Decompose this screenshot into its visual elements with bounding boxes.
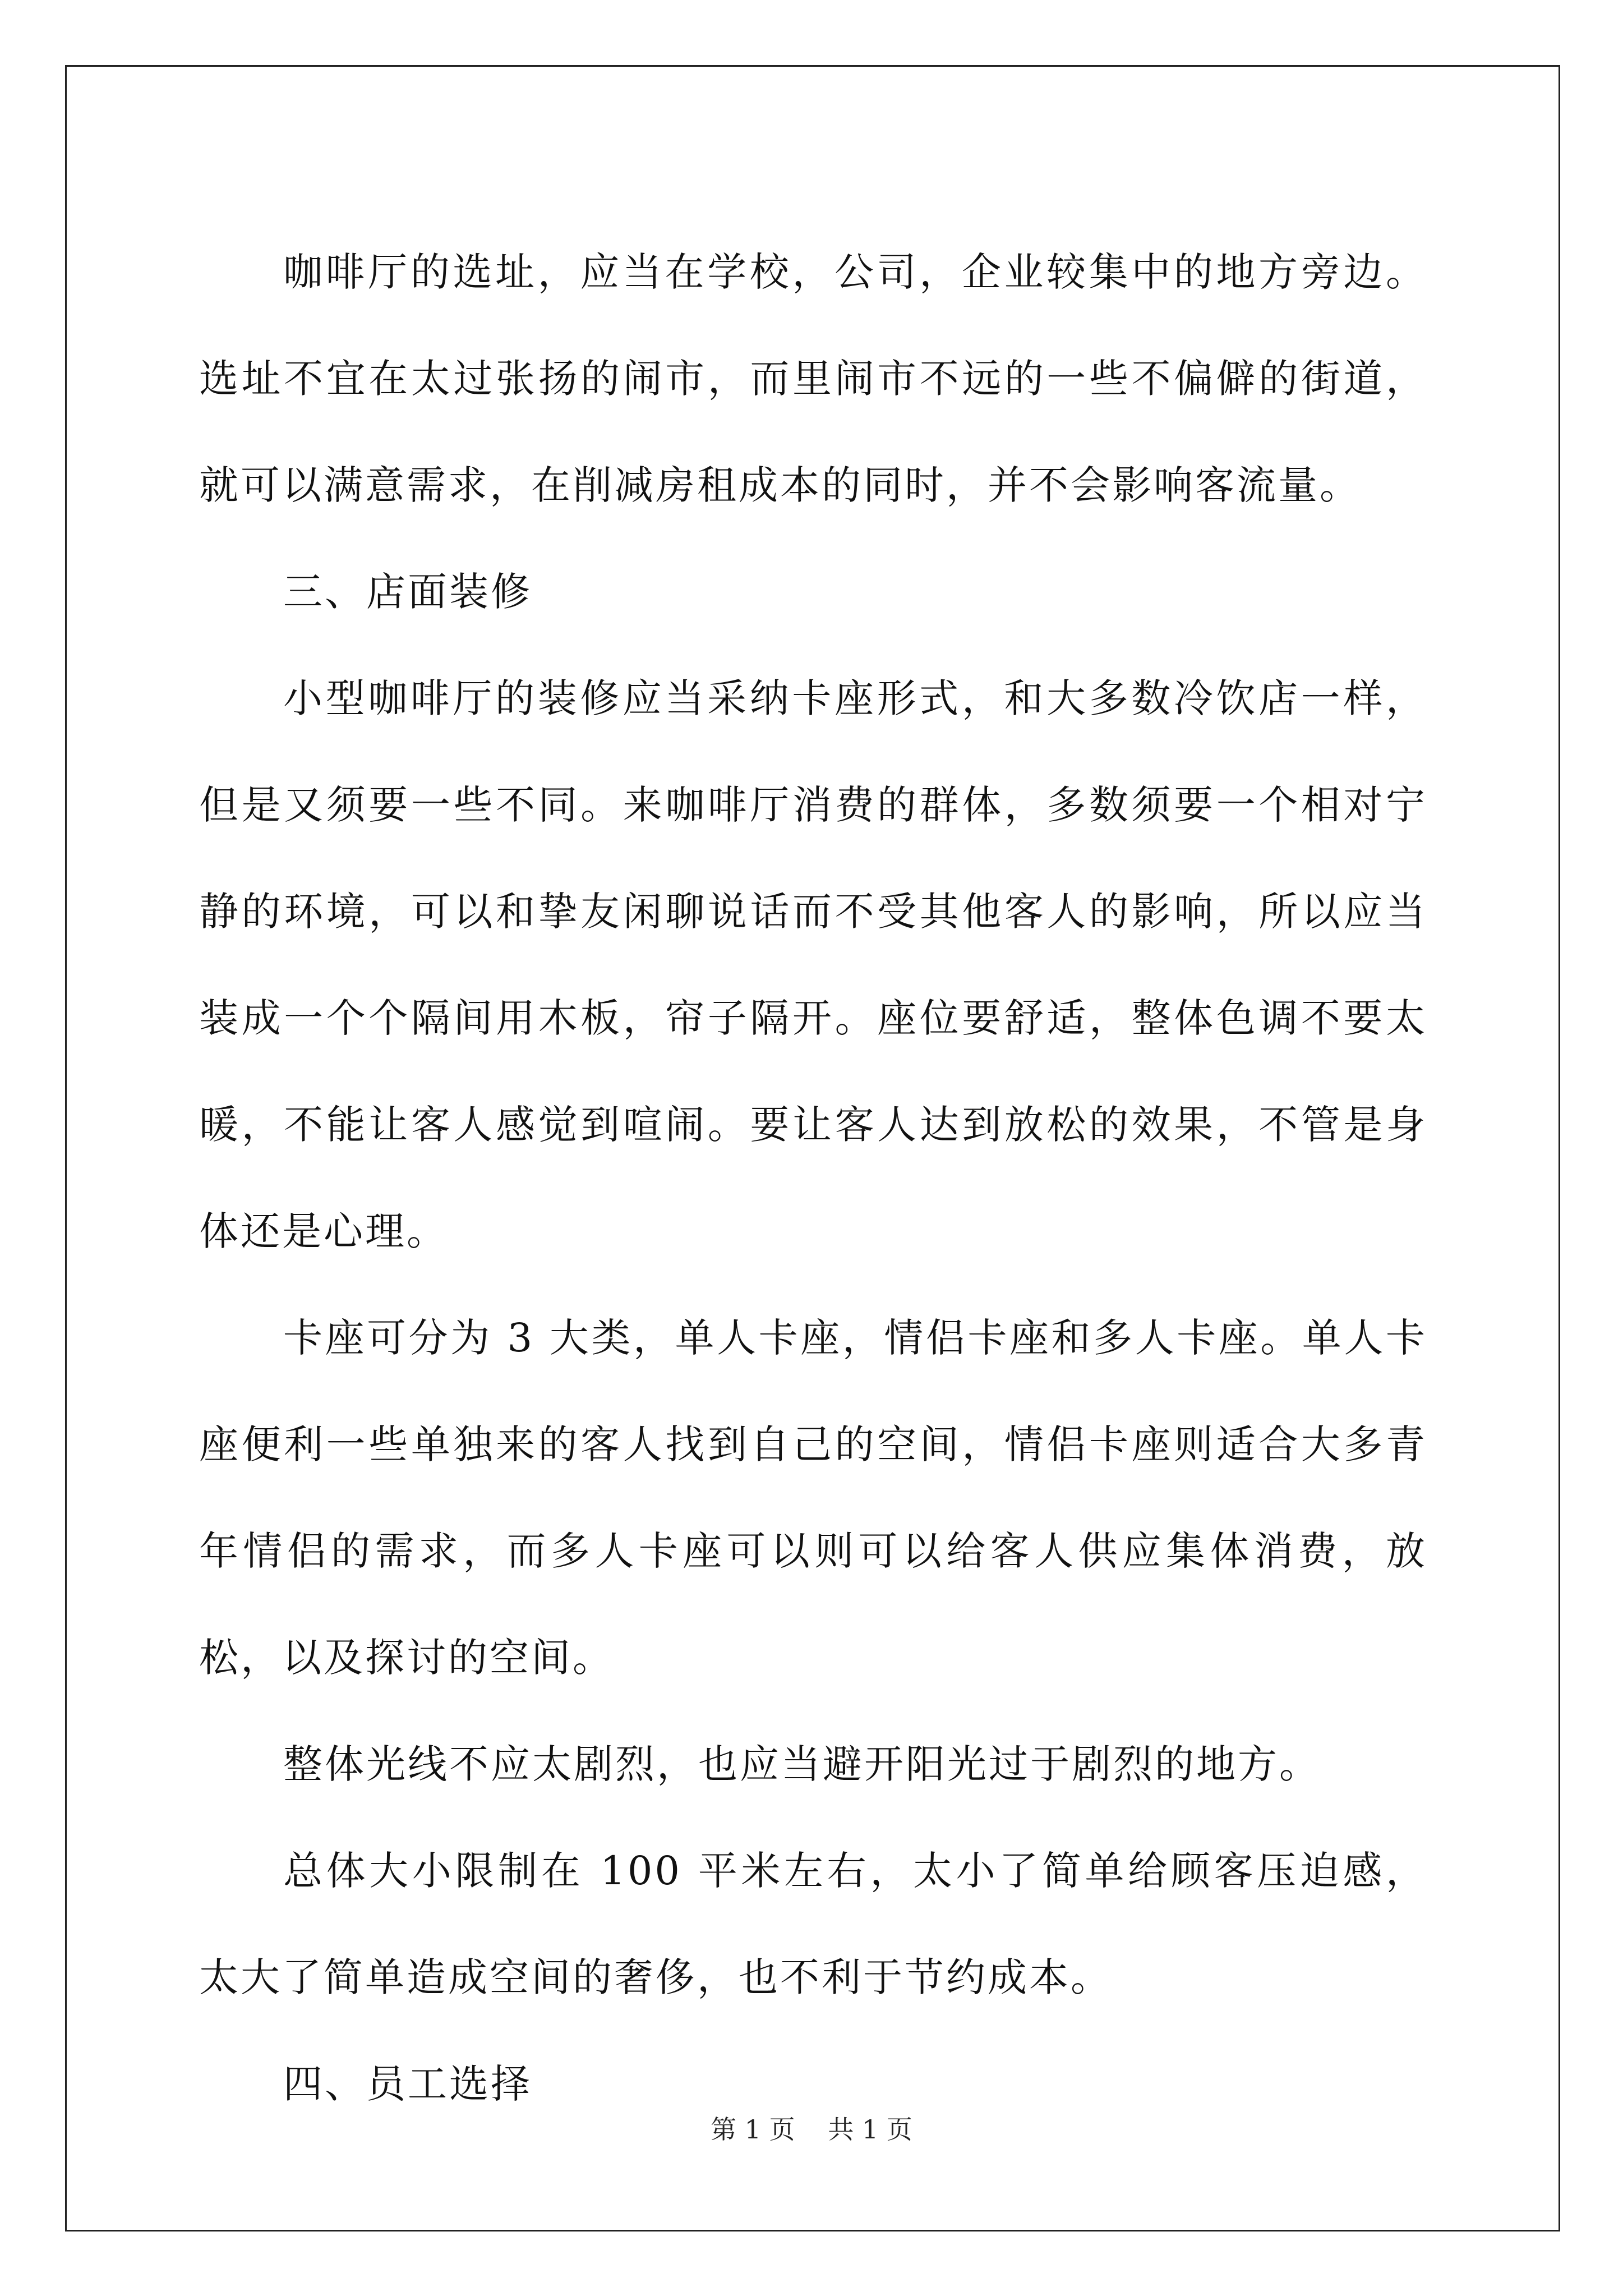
paragraph-decoration: 小型咖啡厅的装修应当采纳卡座形式，和大多数冷饮店一样，但是又须要一些不同。来咖啡厅消费的群体，多数须要一个相对宁静的环境，可以和挚友闲聊说话而不受其他客人的影响，所以应当装成一个个隔间用木板，帘子隔开。座位要舒适，整体色调不要太暖，不能让客人感觉到喧闹。要让客人达到放松的效果，不管是身体还是心理。 [199, 675, 1427, 1254]
section-heading-store-decoration: 三、店面装修 [283, 569, 532, 615]
page-total: 共 1 页 [828, 2114, 912, 2145]
page-number: 第 1 页 [711, 2114, 795, 2145]
paragraph-booth-types: 卡座可分为 3 大类，单人卡座，情侣卡座和多人卡座。单人卡座便利一些单独来的客人找到自己的空间，情侣卡座则适合大多青年情侣的需求，而多人卡座可以则可以给客人供应集体消费，放松，以及探讨的空间。 [199, 1315, 1427, 1681]
paragraph-size: 总体大小限制在 100 平米左右，太小了简单给顾客压迫感，太大了简单造成空间的奢侈，也不利于节约成本。 [199, 1848, 1427, 2000]
paragraph-site-selection: 咖啡厅的选址，应当在学校，公司，企业较集中的地方旁边。选址不宜在太过张扬的闹市，而里闹市不远的一些不偏僻的街道，就可以满意需求，在削减房租成本的同时，并不会影响客流量。 [199, 249, 1427, 508]
section-heading-staff-selection: 四、员工选择 [283, 2061, 532, 2107]
page-footer [0, 2109, 1623, 2146]
document-body [199, 219, 1427, 2137]
paragraph-lighting: 整体光线不应太剧烈，也应当避开阳光过于剧烈的地方。 [283, 1741, 1321, 1787]
